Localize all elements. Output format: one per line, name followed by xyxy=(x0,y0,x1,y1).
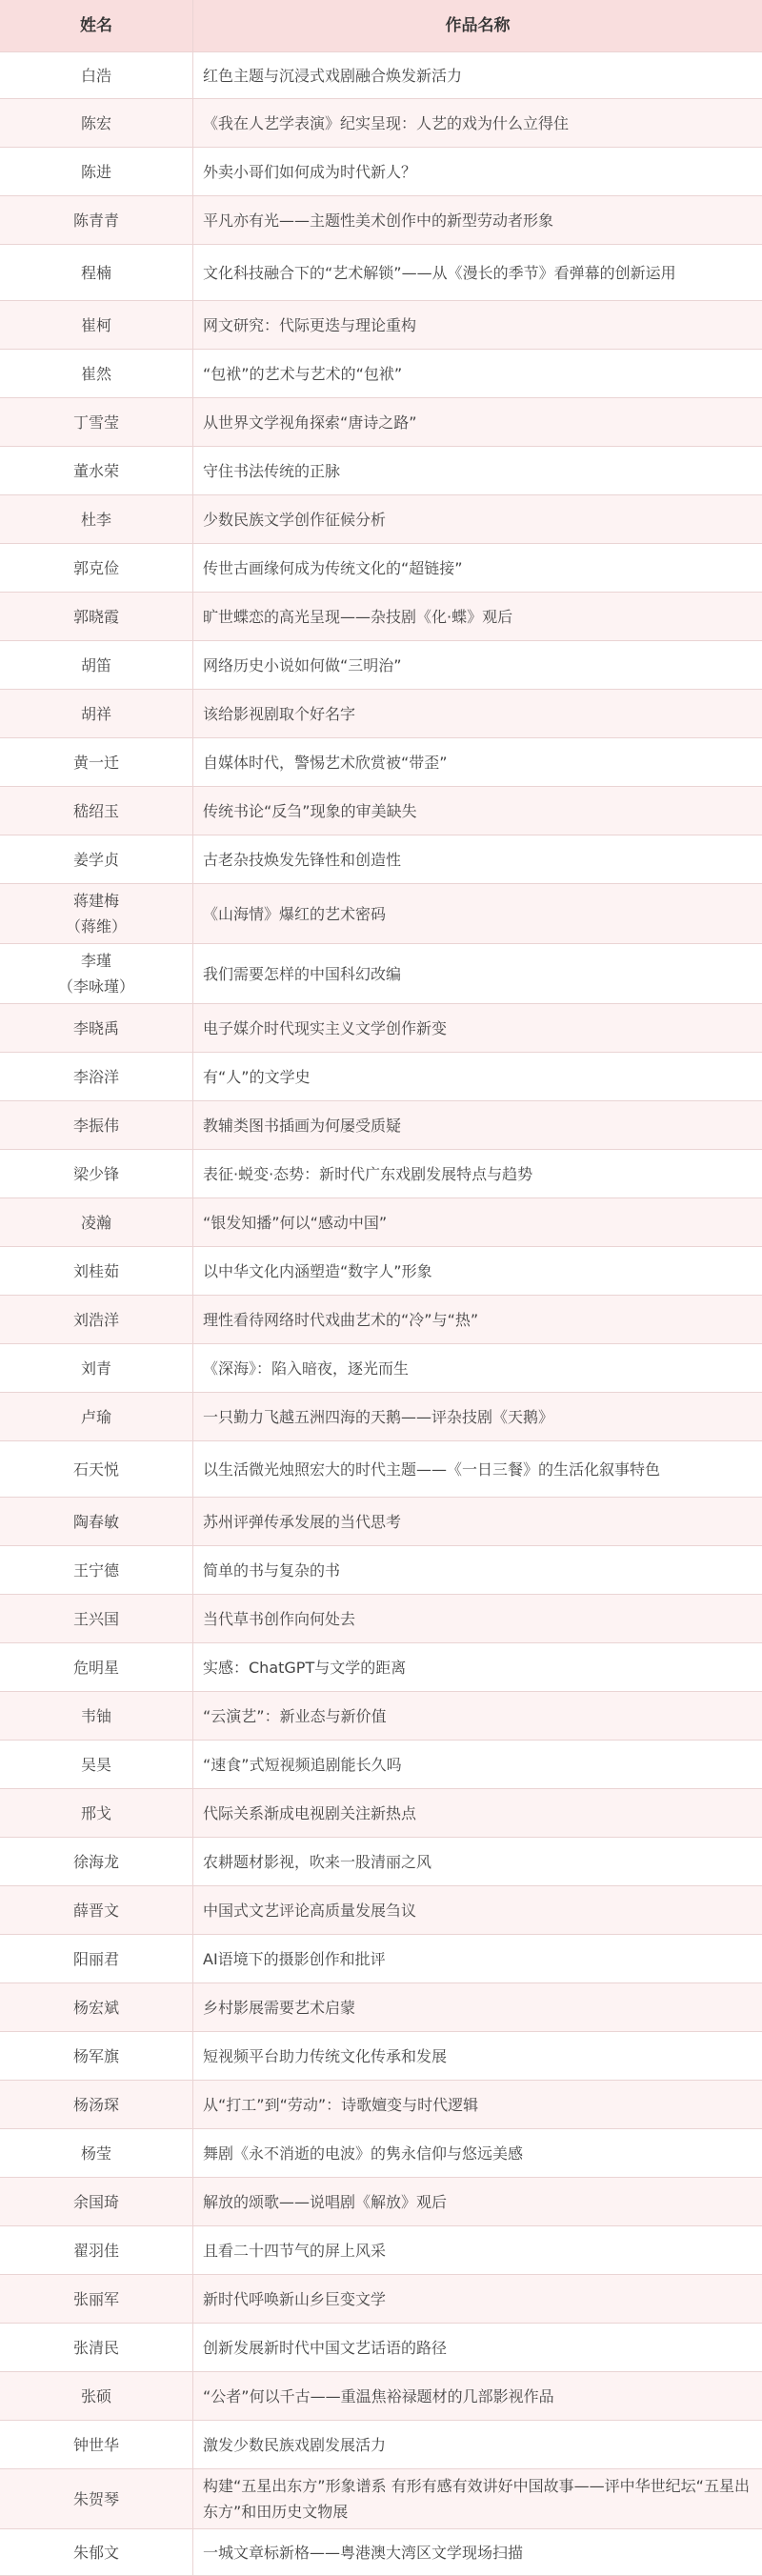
author-name: 张清民 xyxy=(0,2324,193,2371)
author-name: 白浩 xyxy=(0,52,193,98)
work-title: 古老杂技焕发先锋性和创造性 xyxy=(203,850,402,869)
work-title: 外卖小哥们如何成为时代新人？ xyxy=(203,162,417,181)
author-name: 危明星 xyxy=(0,1643,193,1691)
author-name: 胡祥 xyxy=(0,690,193,737)
table-row xyxy=(0,1935,762,1983)
work-title: 该给影视剧取个好名字 xyxy=(203,704,356,723)
author-name: 张丽军 xyxy=(0,2275,193,2323)
author-name: 阳丽君 xyxy=(0,1935,193,1982)
table-row xyxy=(0,1441,762,1498)
work-title: 以生活微光烛照宏大的时代主题——《一日三餐》的生活化叙事特色 xyxy=(203,1459,661,1479)
work-title: 网文研究：代际更迭与理论重构 xyxy=(203,315,417,334)
work-title: 理性看待网络时代戏曲艺术的“冷”与“热” xyxy=(203,1310,479,1329)
author-name: 胡笛 xyxy=(0,641,193,689)
table-row xyxy=(0,2324,762,2372)
table-row xyxy=(0,593,762,641)
table-row xyxy=(0,1983,762,2032)
table-row xyxy=(0,1595,762,1643)
table-row xyxy=(0,1838,762,1886)
author-name: 陈宏 xyxy=(0,99,193,147)
table-row xyxy=(0,2372,762,2421)
table-row xyxy=(0,196,762,245)
table-row xyxy=(0,690,762,738)
work-title: 《山海情》爆红的艺术密码 xyxy=(203,904,387,923)
table-row xyxy=(0,2129,762,2178)
table-row xyxy=(0,301,762,350)
table-row xyxy=(0,1101,762,1150)
work-title: 有“人”的文学史 xyxy=(203,1067,311,1086)
author-name: 陈青青 xyxy=(0,196,193,244)
author-name: 蒋建梅 （蒋维） xyxy=(0,884,193,943)
table-row xyxy=(0,99,762,148)
work-title: 《深海》：陷入暗夜，逐光而生 xyxy=(203,1358,410,1378)
work-title: 以中华文化内涵塑造“数字人”形象 xyxy=(203,1261,432,1280)
table-row xyxy=(0,1643,762,1692)
work-title: 且看二十四节气的屏上风采 xyxy=(203,2241,387,2260)
author-name: 朱贺琴 xyxy=(0,2469,193,2528)
table-row xyxy=(0,1741,762,1789)
work-title: 实感：ChatGPT与文学的距离 xyxy=(203,1658,407,1677)
header-name: 姓名 xyxy=(0,0,193,51)
author-name: 王兴国 xyxy=(0,1595,193,1642)
work-title: 从“打工”到“劳动”：诗歌嬗变与时代逻辑 xyxy=(203,2095,479,2114)
work-title: 一城文章标新格——粤港澳大湾区文学现场扫描 xyxy=(203,2543,524,2562)
work-title: 红色主题与沉浸式戏剧融合焕发新活力 xyxy=(203,66,463,85)
work-title: 旷世蝶恋的高光呈现——杂技剧《化·蝶》观后 xyxy=(203,607,513,626)
table-row xyxy=(0,1053,762,1101)
work-title: 传世古画缘何成为传统文化的“超链接” xyxy=(203,558,463,577)
table-row xyxy=(0,884,762,944)
table-header xyxy=(0,0,762,52)
author-name: 郭晓霞 xyxy=(0,593,193,640)
table-row xyxy=(0,398,762,447)
table-row xyxy=(0,2469,762,2529)
table-row xyxy=(0,2032,762,2081)
author-name: 梁少锋 xyxy=(0,1150,193,1197)
author-name: 吴昊 xyxy=(0,1741,193,1788)
author-name: 翟羽佳 xyxy=(0,2226,193,2274)
author-name: 程楠 xyxy=(0,245,193,300)
author-name: 徐海龙 xyxy=(0,1838,193,1885)
work-title: 自媒体时代，警惕艺术欣赏被“带歪” xyxy=(203,753,448,772)
author-name: 崔然 xyxy=(0,350,193,397)
work-title: 乡村影展需要艺术启蒙 xyxy=(203,1998,356,2017)
work-title: “银发知播”何以“感动中国” xyxy=(203,1213,388,1232)
author-name: 郭克俭 xyxy=(0,544,193,592)
work-title: 中国式文艺评论高质量发展刍议 xyxy=(203,1901,417,1920)
author-name: 刘浩洋 xyxy=(0,1296,193,1343)
author-name: 杨军旗 xyxy=(0,2032,193,2080)
work-title: 教辅类图书插画为何屡受质疑 xyxy=(203,1116,402,1135)
author-name: 崔柯 xyxy=(0,301,193,349)
work-title: 舞剧《永不消逝的电波》的隽永信仰与悠远美感 xyxy=(203,2143,524,2163)
work-title: AI语境下的摄影创作和批评 xyxy=(203,1949,386,1968)
author-name: 薛晋文 xyxy=(0,1886,193,1934)
work-title: “公者”何以千古——重温焦裕禄题材的几部影视作品 xyxy=(203,2386,554,2405)
author-name: 李振伟 xyxy=(0,1101,193,1149)
author-name: 杨汤琛 xyxy=(0,2081,193,2128)
author-name: 杜李 xyxy=(0,495,193,543)
work-title: 我们需要怎样的中国科幻改编 xyxy=(203,964,402,983)
table-row xyxy=(0,1296,762,1344)
table-row xyxy=(0,1344,762,1393)
author-name: 韦铀 xyxy=(0,1692,193,1740)
author-name: 刘桂茹 xyxy=(0,1247,193,1295)
table-row xyxy=(0,2081,762,2129)
work-title: 一只勤力飞越五洲四海的天鹅——评杂技剧《天鹅》 xyxy=(203,1407,554,1426)
work-title: 传统书论“反刍”现象的审美缺失 xyxy=(203,801,417,820)
work-title: 电子媒介时代现实主义文学创作新变 xyxy=(203,1018,448,1037)
table-row xyxy=(0,148,762,196)
work-title: 短视频平台助力传统文化传承和发展 xyxy=(203,2046,448,2065)
author-name: 杨宏斌 xyxy=(0,1983,193,2031)
work-title: 激发少数民族戏剧发展活力 xyxy=(203,2435,387,2454)
table-row xyxy=(0,350,762,398)
work-title: 少数民族文学创作征候分析 xyxy=(203,510,387,529)
table-row xyxy=(0,944,762,1004)
work-title: 苏州评弹传承发展的当代思考 xyxy=(203,1512,402,1531)
table-row xyxy=(0,738,762,787)
table-row xyxy=(0,1692,762,1741)
work-title: “云演艺”：新业态与新价值 xyxy=(203,1706,387,1725)
author-name: 姜学贞 xyxy=(0,835,193,883)
table-row xyxy=(0,2529,762,2576)
work-title: “包袱”的艺术与艺术的“包袱” xyxy=(203,364,403,383)
author-name: 朱郁文 xyxy=(0,2529,193,2575)
table-row xyxy=(0,1004,762,1053)
table-row xyxy=(0,1498,762,1546)
author-name: 嵇绍玉 xyxy=(0,787,193,835)
author-name: 凌瀚 xyxy=(0,1198,193,1246)
work-title: 从世界文学视角探索“唐诗之路” xyxy=(203,413,417,432)
table-row xyxy=(0,2421,762,2469)
author-name: 李浴洋 xyxy=(0,1053,193,1100)
table-row xyxy=(0,1150,762,1198)
work-title: 《我在人艺学表演》纪实呈现：人艺的戏为什么立得住 xyxy=(203,113,570,132)
work-title: 构建“五星出东方”形象谱系 有形有感有效讲好中国故事——评中华世纪坛“五星出东方”和田历史文物展 xyxy=(203,2477,750,2521)
author-name: 陶春敏 xyxy=(0,1498,193,1545)
table-row xyxy=(0,1393,762,1441)
author-name: 张硕 xyxy=(0,2372,193,2420)
author-name: 杨莹 xyxy=(0,2129,193,2177)
author-name: 余国琦 xyxy=(0,2178,193,2225)
work-title: 文化科技融合下的“艺术解锁”——从《漫长的季节》看弹幕的创新运用 xyxy=(203,263,676,282)
table-row xyxy=(0,447,762,495)
author-name: 陈进 xyxy=(0,148,193,195)
author-name: 丁雪莹 xyxy=(0,398,193,446)
work-title: “速食”式短视频追剧能长久吗 xyxy=(203,1755,402,1774)
author-name: 李瑾 （李咏瑾） xyxy=(0,944,193,1003)
table-row xyxy=(0,245,762,301)
table-row xyxy=(0,495,762,544)
table-row xyxy=(0,2226,762,2275)
table-row xyxy=(0,1546,762,1595)
work-title: 网络历史小说如何做“三明治” xyxy=(203,655,402,674)
table-body xyxy=(0,52,762,2576)
work-title: 农耕题材影视，吹来一股清丽之风 xyxy=(203,1852,432,1871)
work-title: 平凡亦有光——主题性美术创作中的新型劳动者形象 xyxy=(203,211,554,230)
table-row xyxy=(0,2178,762,2226)
work-title: 当代草书创作向何处去 xyxy=(203,1609,356,1628)
work-title: 代际关系渐成电视剧关注新热点 xyxy=(203,1803,417,1822)
table-row xyxy=(0,544,762,593)
work-title: 新时代呼唤新山乡巨变文学 xyxy=(203,2289,387,2308)
table-row xyxy=(0,1789,762,1838)
table-row xyxy=(0,787,762,835)
work-title: 守住书法传统的正脉 xyxy=(203,461,341,480)
work-title: 简单的书与复杂的书 xyxy=(203,1560,341,1580)
author-name: 钟世华 xyxy=(0,2421,193,2468)
header-title: 作品名称 xyxy=(445,15,511,35)
author-name: 董水荣 xyxy=(0,447,193,494)
author-name: 王宁德 xyxy=(0,1546,193,1594)
author-name: 刘青 xyxy=(0,1344,193,1392)
work-title: 创新发展新时代中国文艺话语的路径 xyxy=(203,2338,448,2357)
table-row xyxy=(0,2275,762,2324)
table-row xyxy=(0,835,762,884)
table-row xyxy=(0,641,762,690)
author-name: 李晓禹 xyxy=(0,1004,193,1052)
table-row xyxy=(0,1886,762,1935)
table-row xyxy=(0,1247,762,1296)
table-row xyxy=(0,52,762,99)
table-row xyxy=(0,1198,762,1247)
work-title: 表征·蜕变·态势：新时代广东戏剧发展特点与趋势 xyxy=(203,1164,533,1183)
author-name: 石天悦 xyxy=(0,1441,193,1497)
author-name: 邢戈 xyxy=(0,1789,193,1837)
author-name: 黄一迁 xyxy=(0,738,193,786)
author-name: 卢瑜 xyxy=(0,1393,193,1440)
work-title: 解放的颂歌——说唱剧《解放》观后 xyxy=(203,2192,448,2211)
